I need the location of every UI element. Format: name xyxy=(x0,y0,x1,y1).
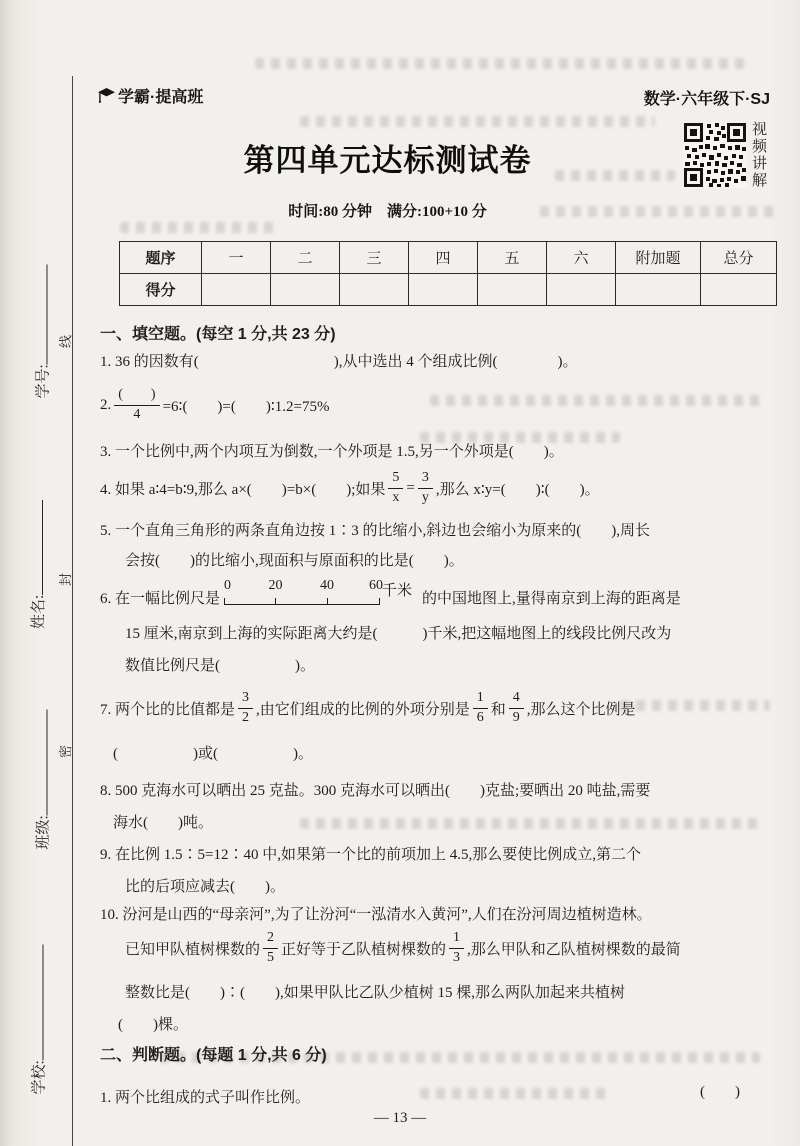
scale-bar-line xyxy=(224,604,380,605)
question-3: 3. 一个比例中,两个内项互为倒数,一个外项是 1.5,另一个外项是( )。 xyxy=(100,444,564,460)
judge-question-1: 1. 两个比组成的式子叫作比例。 xyxy=(100,1090,311,1106)
question-4-text-2: ,那么 x∶y=( )∶( )。 xyxy=(435,481,600,498)
question-7-text-2: ,由它们组成的比例的外项分别是 xyxy=(256,701,470,718)
question-6-text-2: 的中国地图上,量得南京到上海的距离是 xyxy=(422,591,681,607)
equals-sign: = xyxy=(406,479,415,496)
scale-tick-0: 0 xyxy=(224,578,232,593)
score-cell xyxy=(547,274,616,306)
qr-code xyxy=(683,122,747,188)
question-9-line-2: 比的后项应减去( )。 xyxy=(125,879,285,895)
score-col-bonus: 附加题 xyxy=(616,242,701,274)
page-title: 第四单元达标测试卷 xyxy=(243,143,532,178)
fraction: $\frac{( )}{4}$ xyxy=(114,388,159,422)
question-6-line-1 xyxy=(100,580,681,608)
bleed-through-artifact xyxy=(430,395,760,406)
fraction: $\frac{4}{9}$ xyxy=(509,691,524,725)
bleed-through-artifact xyxy=(300,116,655,127)
class-label: 班级: xyxy=(35,815,52,850)
question-2-text: =6∶( )=( )∶1.2=75% xyxy=(162,398,330,415)
section1-heading: 一、填空题。(每空 1 分,共 23 分) xyxy=(100,326,336,343)
score-col-5: 五 xyxy=(478,242,547,274)
binding-line xyxy=(72,76,73,1146)
video-lecture-label: 视 频 讲 解 xyxy=(752,122,768,189)
seal-char-mi: 密 xyxy=(58,744,74,759)
question-7-line-2: ( )或( )。 xyxy=(113,746,313,762)
question-7-text-4: ,那么这个比例是 xyxy=(526,701,636,718)
fraction: $\frac{3}{2}$ xyxy=(238,691,253,725)
score-cell xyxy=(616,274,701,306)
score-cell xyxy=(340,274,409,306)
name-blank xyxy=(28,500,43,595)
sidebar-field-school xyxy=(28,909,49,1095)
fraction: $\frac{2}{5}$ xyxy=(263,931,278,965)
score-col-total: 总分 xyxy=(701,242,777,274)
question-6-line-2: 15 厘米,南京到上海的实际距离大约是( )千米,把这幅地图上的线段比例尺改为 xyxy=(125,626,672,642)
bleed-through-artifact xyxy=(300,818,760,829)
sidebar-field-class xyxy=(32,674,53,850)
question-5-line-2: 会按( )的比缩小,现面积与原面积的比是( )。 xyxy=(125,553,464,569)
scale-unit: 千米 xyxy=(382,583,413,599)
brand-logo xyxy=(98,84,203,107)
question-6-line-3: 数值比例尺是( )。 xyxy=(125,658,315,674)
question-1: 1. 36 的因数有( ),从中选出 4 个组成比例( )。 xyxy=(100,354,578,370)
graduation-cap-icon xyxy=(98,88,115,103)
class-blank xyxy=(32,709,47,815)
question-10-line-4: ( )棵。 xyxy=(118,1017,188,1033)
sidebar-field-student-no xyxy=(32,229,53,399)
question-7-line-1 xyxy=(100,688,636,728)
score-cell xyxy=(701,274,777,306)
fraction: $\frac{1}{3}$ xyxy=(449,931,464,965)
question-8-line-1: 8. 500 克海水可以晒出 25 克盐。300 克海水可以晒出( )克盐;要晒出 20 吨盐,需要 xyxy=(100,783,651,799)
bleed-through-artifact xyxy=(120,222,280,233)
judge-question-1-answer-blank: ( ) xyxy=(700,1084,740,1100)
question-10-line-3: 整数比是( )∶( ),如果甲队比乙队少植树 15 棵,那么两队加起来共植树 xyxy=(125,985,625,1001)
fraction: $\frac{5}{x}$ xyxy=(388,471,403,505)
question-10-text-2: 正好等于乙队植树棵数的 xyxy=(281,941,447,958)
question-2 xyxy=(100,386,330,424)
scale-tick-40: 40 xyxy=(319,578,334,593)
page-subtitle: 时间:80 分钟 满分:100+10 分 xyxy=(288,204,487,220)
question-10-text-1: 已知甲队植树棵数的 xyxy=(125,941,261,958)
bleed-through-artifact xyxy=(620,700,770,711)
question-8-line-2: 海水( )吨。 xyxy=(113,815,213,831)
question-7-text-3: 和 xyxy=(490,701,506,718)
question-4-text-1: 4. 如果 a∶4=b∶9,那么 a×( )=b×( );如果 xyxy=(100,481,386,498)
question-5-line-1: 5. 一个直角三角形的两条直角边按 1∶3 的比缩小,斜边也会缩小为原来的( ),周长 xyxy=(100,523,650,539)
seal-char-line: 线 xyxy=(58,334,74,349)
video-qr-block xyxy=(683,122,767,190)
score-table xyxy=(119,241,777,306)
page-number: — 13 — xyxy=(373,1110,427,1126)
edition-text: 数学·六年级下·SJ xyxy=(643,91,770,108)
score-col-2: 二 xyxy=(271,242,340,274)
scale-tick-60: 60 xyxy=(369,578,384,593)
question-10-text-3: ,那么甲队和乙队植树棵数的最简 xyxy=(467,941,681,958)
brand-text: 学霸·提高班 xyxy=(118,89,204,106)
sidebar-field-name xyxy=(27,464,48,629)
score-cell xyxy=(478,274,547,306)
score-table-row-label: 题序 xyxy=(120,242,202,274)
question-6-text-1: 6. 在一幅比例尺是 xyxy=(100,591,221,607)
student-no-blank xyxy=(32,264,47,364)
question-2-number: 2. xyxy=(100,396,112,413)
score-cell xyxy=(271,274,340,306)
name-label: 姓名: xyxy=(31,594,47,629)
map-scale-bar xyxy=(224,578,413,608)
fraction: $\frac{3}{y}$ xyxy=(418,471,433,505)
question-10-line-1: 10. 汾河是山西的“母亲河”,为了让汾河“一泓清水入黄河”,人们在汾河周边植树造林。 xyxy=(100,907,652,923)
seal-char-feng: 封 xyxy=(58,572,74,587)
bleed-through-artifact xyxy=(420,1088,610,1099)
score-col-3: 三 xyxy=(340,242,409,274)
school-blank xyxy=(28,944,43,1060)
score-col-1: 一 xyxy=(202,242,271,274)
score-col-6: 六 xyxy=(547,242,616,274)
question-10-line-2 xyxy=(125,928,681,968)
section2-heading: 二、判断题。(每题 1 分,共 6 分) xyxy=(100,1047,327,1064)
score-cell xyxy=(202,274,271,306)
student-no-label: 学号: xyxy=(35,364,52,399)
question-9-line-1: 9. 在比例 1.5∶5=12∶40 中,如果第一个比的前项加上 4.5,那么要使比例成立,第二个 xyxy=(100,847,641,863)
question-7-text-1: 7. 两个比的比值都是 xyxy=(100,701,236,718)
school-label: 学校: xyxy=(31,1060,48,1095)
score-row-label: 得分 xyxy=(120,274,202,306)
score-cell xyxy=(409,274,478,306)
fraction: $\frac{1}{6}$ xyxy=(473,691,488,725)
scale-tick-20: 20 xyxy=(268,578,283,593)
bleed-through-artifact xyxy=(255,58,745,69)
score-col-4: 四 xyxy=(409,242,478,274)
question-4 xyxy=(100,468,600,508)
